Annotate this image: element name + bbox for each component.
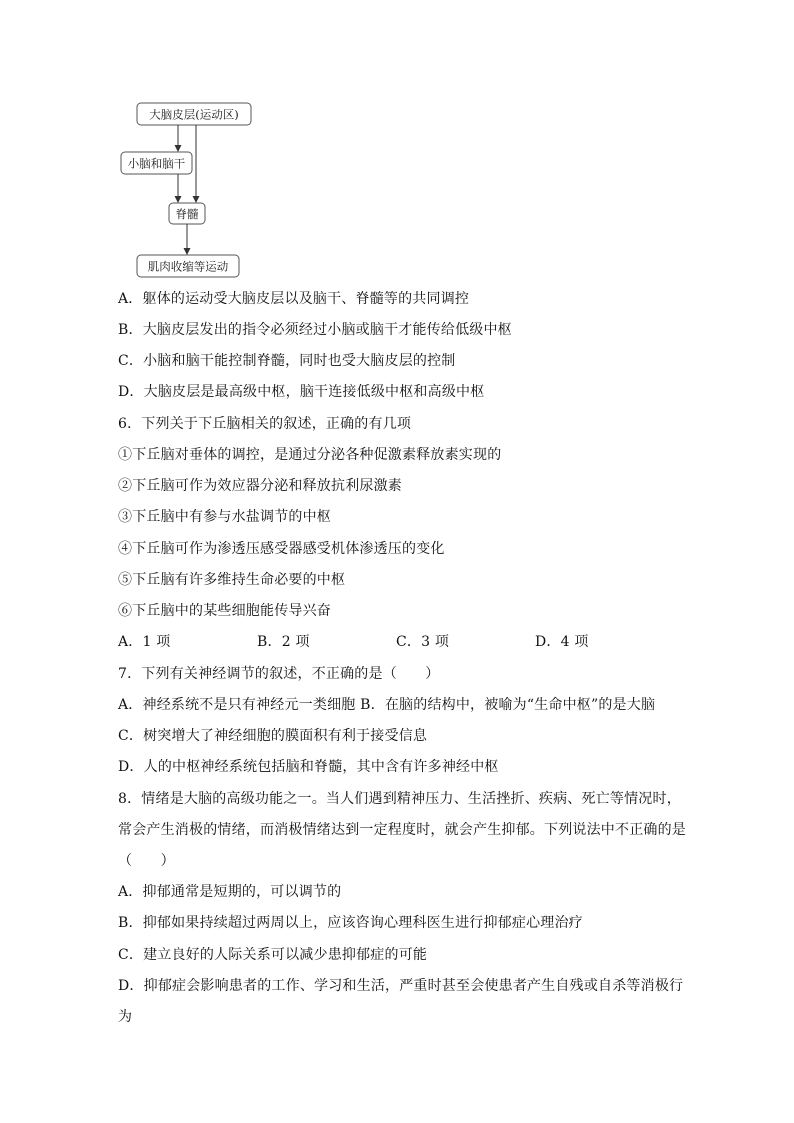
nervous-control-diagram: [0, 0, 794, 290]
box-cerebellum-label: 小脑和脑干: [127, 156, 186, 171]
box-cortex: [137, 103, 251, 125]
box-cerebellum-brainstem: [121, 152, 192, 174]
q6-stem: 6．下列关于下丘脑相关的叙述，正确的有几项: [118, 416, 412, 432]
q6-item-1: ①下丘脑对垂体的调控，是通过分泌各种促激素释放素实现的: [118, 447, 502, 463]
q6-option-a: A．1 项: [118, 634, 171, 650]
q8-option-d-line-1: D．抑郁症会影响患者的工作、学习和生活，严重时甚至会使患者产生自残或自杀等消极行: [118, 978, 684, 994]
q8-option-c: C．建立良好的人际关系可以减少患抑郁症的可能: [118, 947, 428, 963]
q8-stem-line-1: 8．情绪是大脑的高级功能之一。当人们遇到精神压力、生活挫折、疾病、死亡等情况时，: [118, 791, 681, 807]
q5-option-b: B．大脑皮层发出的指令必须经过小脑或脑干才能传给低级中枢: [118, 322, 512, 338]
q7-options-ab: A．神经系统不是只有神经元一类细胞 B．在脑的结构中，被喻为“生命中枢”的是大脑: [118, 697, 656, 713]
q5-option-c: C．小脑和脑干能控制脊髓，同时也受大脑皮层的控制: [118, 353, 456, 369]
q8-stem-line-2: 常会产生消极的情绪，而消极情绪达到一定程度时，就会产生抑郁。下列说法中不正确的是: [118, 822, 686, 838]
q6-item-6: ⑥下丘脑中的某些细胞能传导兴奋: [118, 603, 331, 619]
q8-option-d-line-2: 为: [118, 1009, 133, 1025]
q6-item-2: ②下丘脑可作为效应器分泌和释放抗利尿激素: [118, 478, 402, 494]
q7-option-c: C．树突增大了神经细胞的膜面积有利于接受信息: [118, 728, 428, 744]
q8-option-b: B．抑郁如果持续超过两周以上，应该咨询心理科医生进行抑郁症心理治疗: [118, 915, 583, 931]
q6-option-c: C．3 项: [396, 634, 450, 650]
box-muscle-label: 肌肉收缩等运动: [147, 259, 229, 274]
q6-option-b: B．2 项: [257, 634, 310, 650]
box-cortex-label: 大脑皮层(运动区): [149, 107, 239, 122]
q6-option-d: D．4 项: [535, 634, 589, 650]
q6-item-5: ⑤下丘脑有许多维持生命必要的中枢: [118, 572, 346, 588]
q6-options-row: [118, 632, 589, 652]
q5-option-d: D．大脑皮层是最高级中枢，脑干连接低级中枢和高级中枢: [118, 384, 485, 400]
q8-option-a: A．抑郁通常是短期的，可以调节的: [118, 884, 342, 900]
box-spinal-cord: [169, 203, 205, 224]
q5-option-a: A．躯体的运动受大脑皮层以及脑干、脊髓等的共同调控: [118, 291, 470, 307]
q6-item-3: ③下丘脑中有参与水盐调节的中枢: [118, 509, 331, 525]
box-muscle: [137, 255, 239, 277]
q7-stem: 7．下列有关神经调节的叙述，不正确的是（ ）: [118, 666, 440, 682]
q7-option-d: D．人的中枢神经系统包括脑和脊髓，其中含有许多神经中枢: [118, 759, 499, 775]
q6-item-4: ④下丘脑可作为渗透压感受器感受机体渗透压的变化: [118, 541, 445, 557]
box-spinal-label: 脊髓: [175, 207, 199, 221]
q8-stem-line-3: （ ）: [118, 853, 175, 869]
